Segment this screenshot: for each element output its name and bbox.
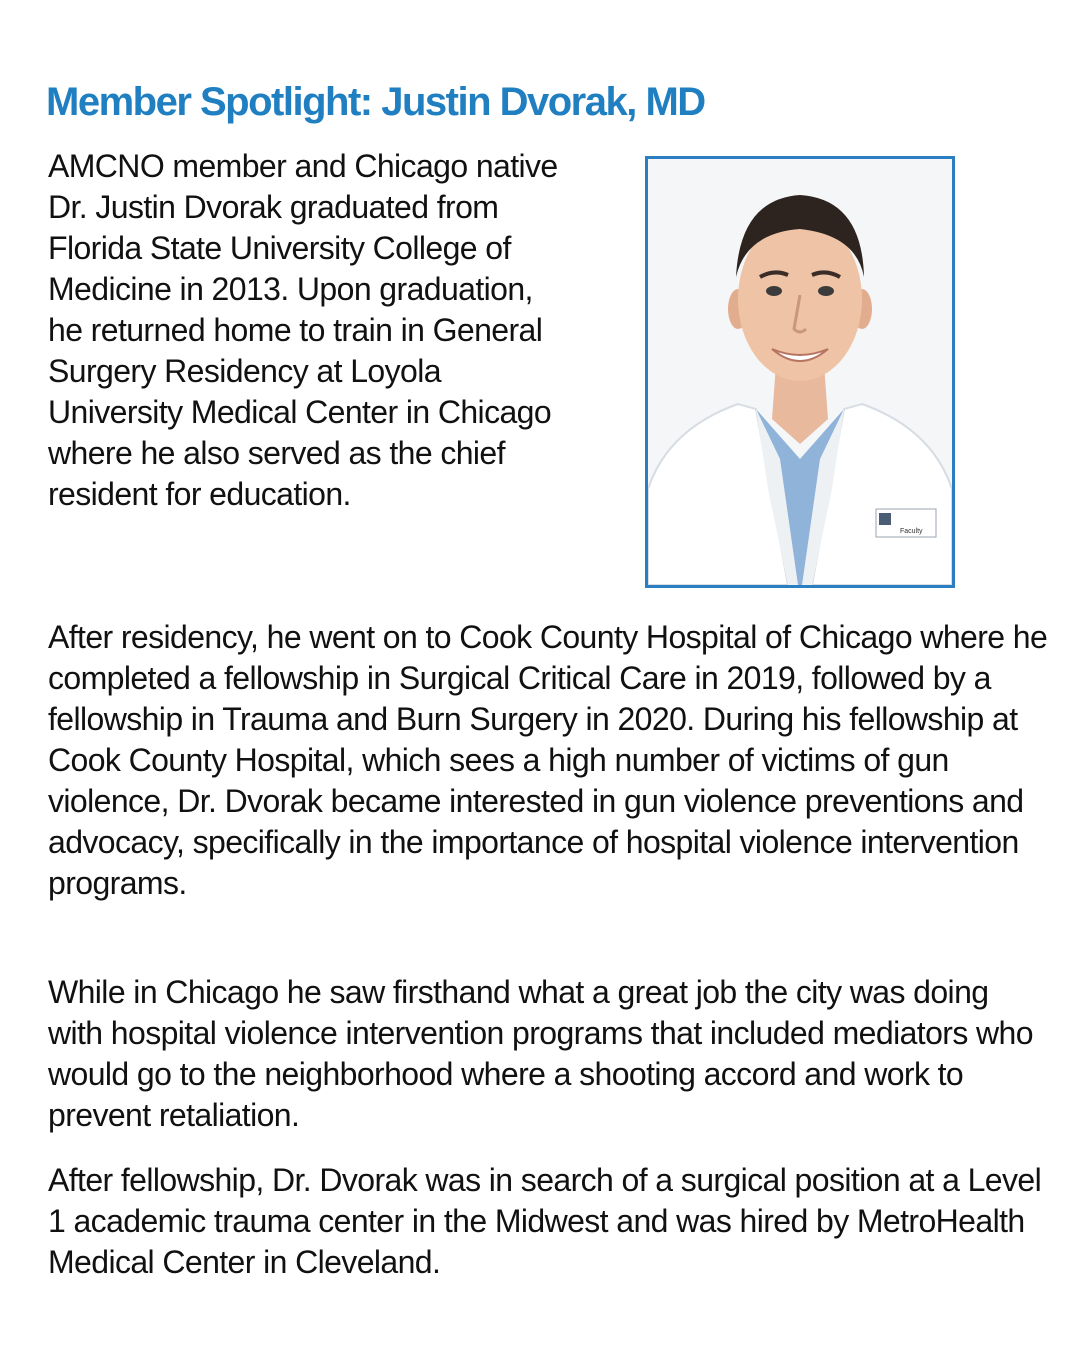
paragraph-residency: After residency, he went on to Cook County Hospital of Chicago where he completed a fellowship in Surgical Critical Care in 2019, followed by a fellowship in Trauma and Burn Surgery in 2020. During his fellowship at Cook County Hospital, which sees a high number of victims of gun violence, Dr. Dvorak became interested in gun violence preventions and advocacy, specifically in the importance of hospital violence intervention programs. [48, 619, 1048, 901]
page-title: Member Spotlight: Justin Dvorak, MD [46, 80, 705, 124]
intro-paragraph: AMCNO member and Chicago native Dr. Justin Dvorak graduated from Florida State University College of Medicine in 2013. Upon graduation, he returned home to train in General Surgery Residency at Loyola University Medical Center in Chicago where he also served as the chief resident for education. [48, 148, 558, 512]
portrait-photo [645, 156, 955, 588]
portrait-illustration [648, 159, 952, 585]
coat-badge-text: Faculty [900, 528, 923, 535]
paragraph-chicago: While in Chicago he saw firsthand what a great job the city was doing with hospital violence intervention programs that included mediators who would go to the neighborhood where a shooting accord and work to prevent retaliation. [48, 974, 1033, 1133]
paragraph-fellowship: After fellowship, Dr. Dvorak was in search of a surgical position at a Level 1 academic trauma center in the Midwest and was hired by MetroHealth Medical Center in Cleveland. [48, 1162, 1042, 1280]
